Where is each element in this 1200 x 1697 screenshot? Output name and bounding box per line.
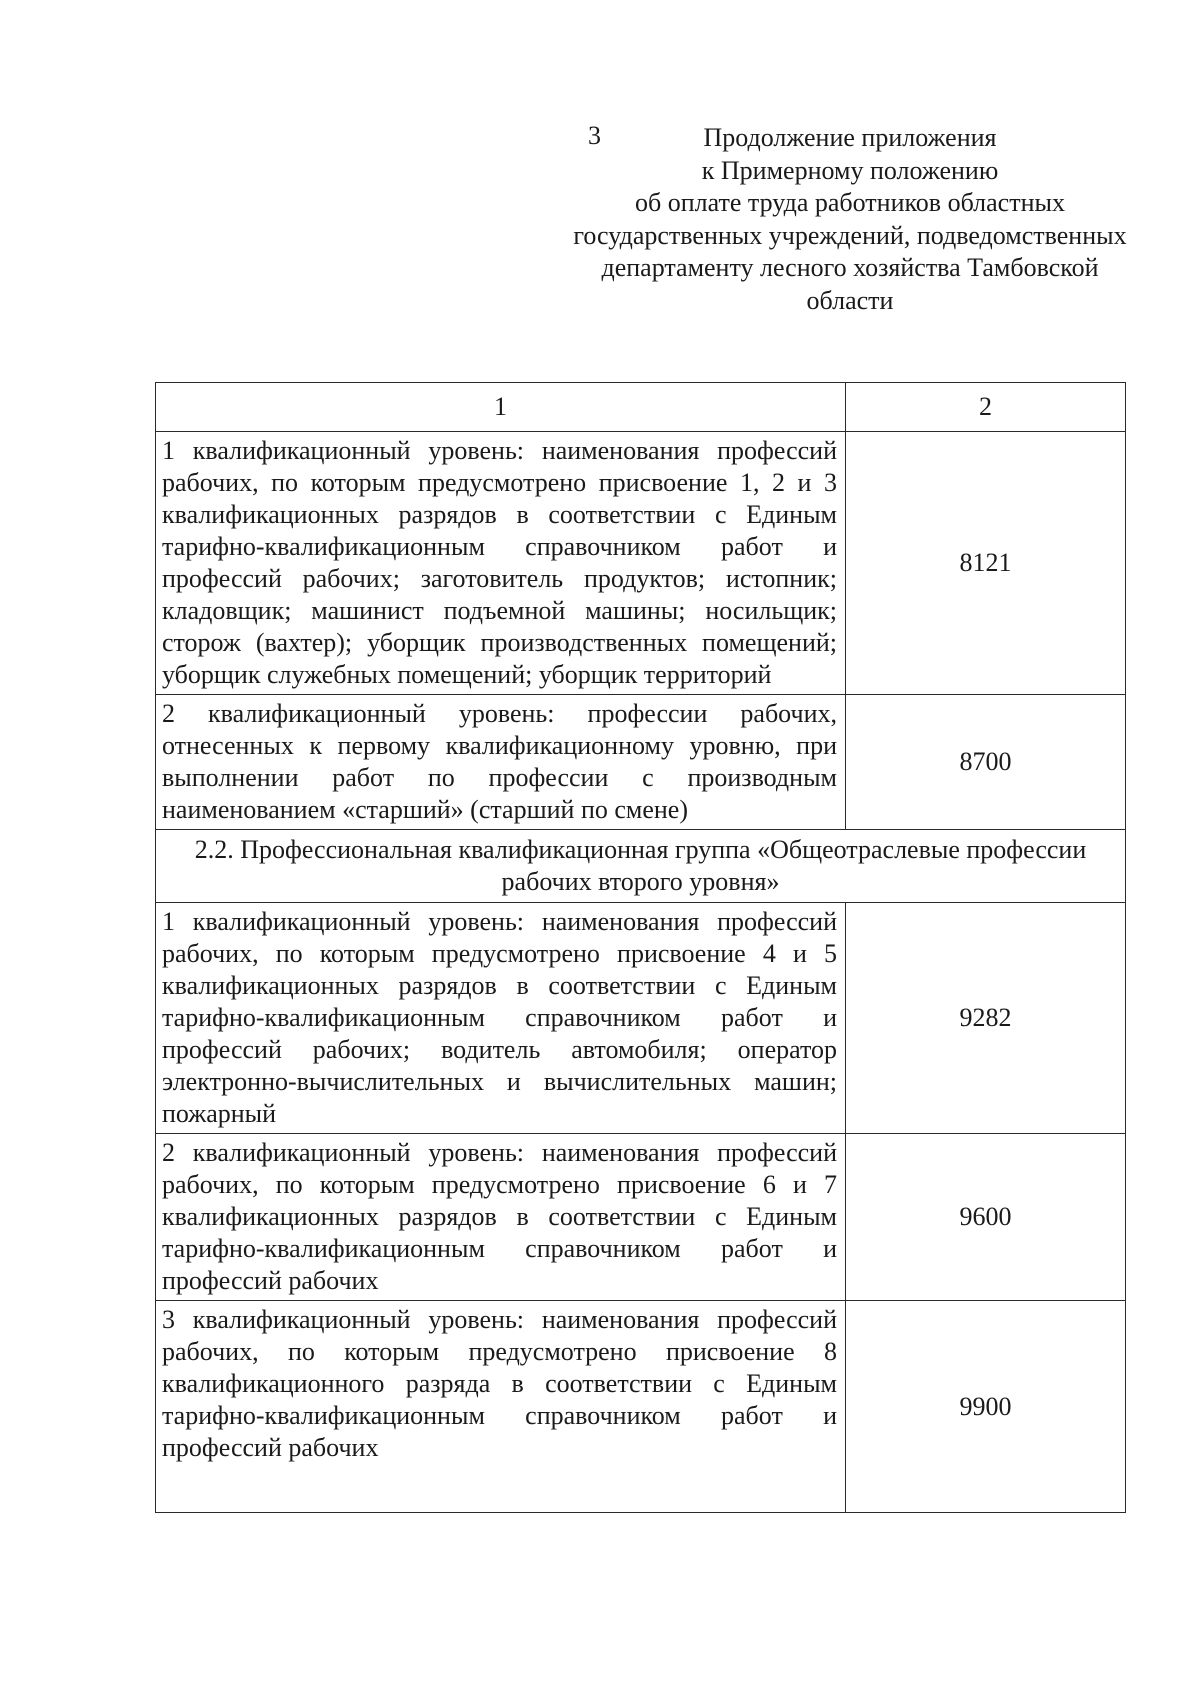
- header-line: об оплате труда работников областных: [635, 188, 1065, 217]
- table-row: [156, 695, 1126, 830]
- header-line: к Примерному положению: [701, 155, 999, 185]
- table-row: [156, 1301, 1126, 1513]
- qualification-level-description: 1 квалификационный уровень: наименования профессий рабочих, по которым предусмотрено присвоение 4 и 5 квалификационных разрядов в соответствии с Единым тарифно-квалификационным справочником работ и профессий рабочих; водитель автомобиля; оператор электронно-вычислительных и вычислительных машин; пожарный: [156, 903, 846, 1134]
- qualification-level-description: 1 квалификационный уровень: наименования профессий рабочих, по которым предусмотрено присвоение 1, 2 и 3 квалификационных разрядов в соответствии с Единым тарифно-квалификационным справочником работ и профессий рабочих; заготовитель продуктов; истопник; кладовщик; машинист подъемной машины; носильщик; сторож (вахтер); уборщик производственных помещений; уборщик служебных помещений; уборщик территорий: [156, 432, 846, 695]
- salary-value: 8121: [846, 432, 1126, 695]
- table-header-row: [156, 383, 1126, 432]
- table-row: [156, 1134, 1126, 1301]
- table-row: [156, 903, 1126, 1134]
- qualification-level-description: 2 квалификационный уровень: профессии рабочих, отнесенных к первому квалификационному уровню, при выполнении работ по профессии с производным наименованием «старший» (старший по смене): [156, 695, 846, 830]
- salary-value: 9900: [846, 1301, 1126, 1513]
- table-row: [156, 432, 1126, 695]
- page-number: 3: [588, 121, 601, 150]
- header-line: государственных учреждений, подведомственных: [573, 220, 1127, 250]
- qualification-level-description: 3 квалификационный уровень: наименования профессий рабочих, по которым предусмотрено присвоение 8 квалификационного разряда в соответствии с Единым тарифно-квалификационным справочником работ и профессий рабочих: [156, 1301, 846, 1513]
- salary-value: 9600: [846, 1134, 1126, 1301]
- header-line: Продолжение приложения: [703, 123, 997, 152]
- appendix-header: [545, 122, 1155, 317]
- column-header-2: 2: [846, 383, 1126, 432]
- qualification-level-description: 2 квалификационный уровень: наименования профессий рабочих, по которым предусмотрено присвоение 6 и 7 квалификационных разрядов в соответствии с Единым тарифно-квалификационным справочником работ и профессий рабочих: [156, 1134, 846, 1301]
- column-header-1: 1: [156, 383, 846, 432]
- header-line: департаменту лесного хозяйства Тамбовской: [601, 253, 1099, 282]
- group-heading-row: [156, 830, 1126, 903]
- qualification-group-heading: 2.2. Профессиональная квалификационная группа «Общеотраслевые профессии рабочих второго уровня»: [156, 830, 1126, 903]
- salary-value: 8700: [846, 695, 1126, 830]
- salary-table: [155, 382, 1126, 1513]
- salary-value: 9282: [846, 903, 1126, 1134]
- header-line: области: [806, 285, 894, 315]
